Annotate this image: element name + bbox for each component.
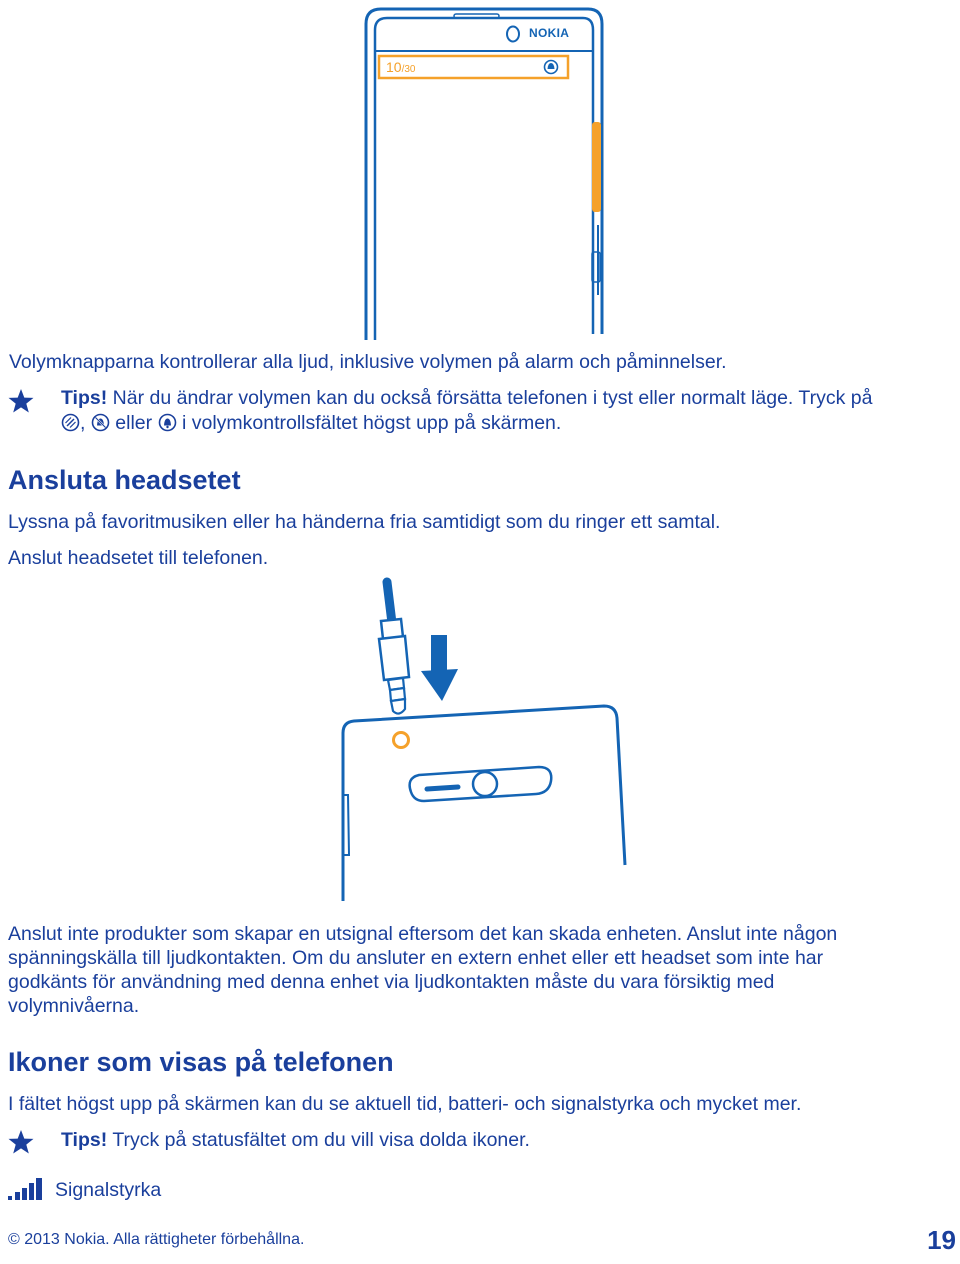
section-title-icons: Ikoner som visas på telefonen bbox=[8, 1047, 394, 1077]
warning-line-1: Anslut inte produkter som skapar en utsignal eftersom det kan skada enheten. Anslut inte någon bbox=[8, 923, 838, 945]
tip1-line1 bbox=[61, 386, 872, 410]
warning-line-4: volymnivåerna. bbox=[8, 995, 140, 1017]
volume-level-text bbox=[386, 59, 415, 75]
star-icon-2 bbox=[8, 1129, 34, 1155]
phone-volume-illustration bbox=[0, 0, 960, 340]
vibrate-icon bbox=[61, 413, 80, 432]
tip1-label: Tips! bbox=[61, 387, 108, 409]
footer-copyright: © 2013 Nokia. Alla rättigheter förbehållna. bbox=[8, 1231, 305, 1248]
intro-paragraph: Volymknapparna kontrollerar alla ljud, inklusive volymen på alarm och påminnelser. bbox=[9, 351, 727, 373]
warning-line-2: spänningskälla till ljudkontakten. Om du ansluter en extern enhet eller ett headset som inte har bbox=[8, 947, 824, 969]
headset-paragraph-2: Anslut headsetet till telefonen. bbox=[8, 547, 269, 569]
signal-strength-icon bbox=[8, 1177, 46, 1201]
volume-level: 10 bbox=[386, 59, 402, 75]
tip1-text: När du ändrar volymen kan du också försätta telefonen i tyst eller normalt läge. Tryck på bbox=[112, 387, 873, 409]
volume-max: /30 bbox=[401, 64, 416, 75]
ring-bell-icon bbox=[158, 413, 177, 432]
section-title-headset: Ansluta headsetet bbox=[8, 465, 241, 495]
tip2-text: Tryck på statusfältet om du vill visa dolda ikoner. bbox=[112, 1129, 530, 1151]
headset-connection-illustration bbox=[0, 575, 960, 915]
warning-line-3: godkänts för användning med denna enhet via ljudkontakten måste du vara försiktig med bbox=[8, 971, 775, 993]
tip2-label: Tips! bbox=[61, 1129, 108, 1151]
tip2-line bbox=[61, 1128, 530, 1152]
page-number: 19 bbox=[927, 1225, 956, 1255]
tip1-tail: i volymkontrollsfältet högst upp på skärmen. bbox=[181, 412, 562, 434]
tip1-line2 bbox=[61, 411, 561, 435]
icons-paragraph: I fältet högst upp på skärmen kan du se aktuell tid, batteri- och signalstyrka och mycket mer. bbox=[8, 1093, 802, 1115]
signal-strength-label: Signalstyrka bbox=[55, 1179, 162, 1201]
silent-bell-icon bbox=[91, 413, 110, 432]
tip1-eller: eller bbox=[115, 412, 153, 434]
headset-paragraph-1: Lyssna på favoritmusiken eller ha händerna fria samtidigt som du ringer ett samtal. bbox=[8, 511, 721, 533]
nokia-logo: NOKIA bbox=[529, 26, 570, 40]
tip1-sep: , bbox=[80, 412, 86, 434]
star-icon bbox=[8, 388, 34, 414]
